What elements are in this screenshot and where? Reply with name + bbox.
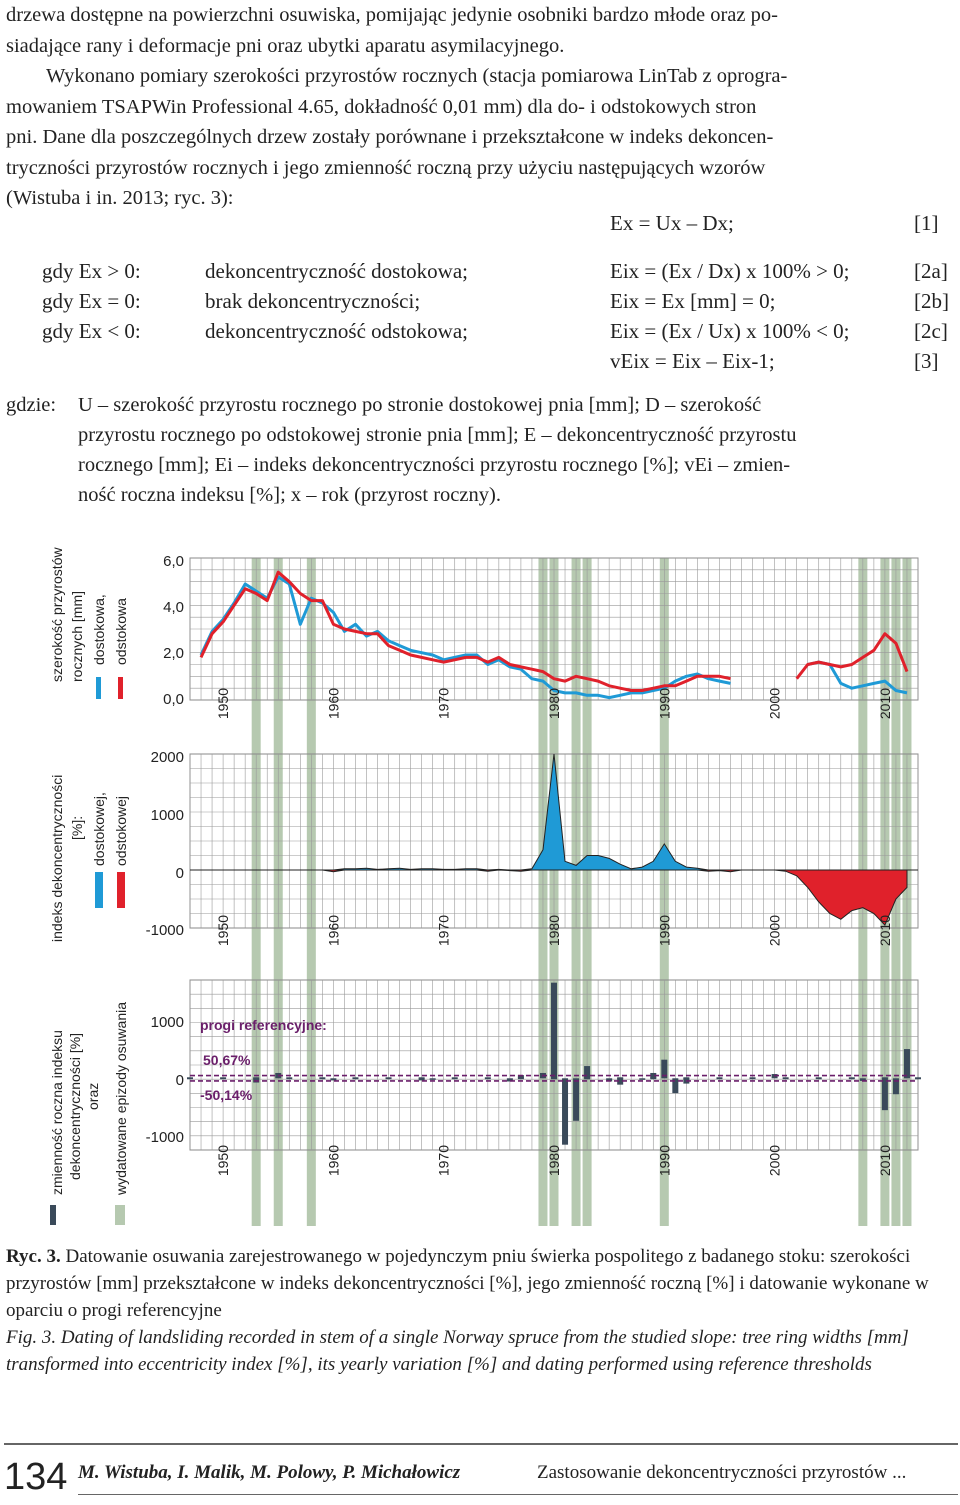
panel3-ylabel-line-3: oraz bbox=[85, 1082, 101, 1110]
footer-rule bbox=[4, 1443, 958, 1445]
caption-polish-label: Ryc. 3. bbox=[6, 1246, 61, 1267]
panel3-ylabel-line-4: wydatowane epizody osuwania bbox=[113, 1001, 129, 1195]
formula-3-number: [3] bbox=[914, 349, 939, 373]
formula-2b-description: brak dekoncentryczności; bbox=[205, 289, 421, 313]
decade-label-1950: 1950 bbox=[215, 915, 232, 947]
y-ticks bbox=[146, 553, 184, 1146]
decade-label-1980: 1980 bbox=[546, 688, 562, 720]
panel3-legend-variation-swatch bbox=[50, 1205, 56, 1225]
panel2-legend-down-swatch bbox=[117, 872, 125, 908]
decade-label-1980: 1980 bbox=[546, 915, 562, 947]
body-line-6: tryczności przyrostów rocznych i jego zmienność roczną przy użyciu następujących wzorów bbox=[6, 156, 766, 179]
decade-label-1950: 1950 bbox=[215, 1145, 232, 1177]
p3-ytick-0: 1000 bbox=[150, 1014, 184, 1031]
formula-2c-description: dekoncentryczność odstokowa; bbox=[205, 319, 469, 343]
p2-ytick-3: -1000 bbox=[145, 922, 184, 939]
p2-ytick-0: 2000 bbox=[150, 749, 184, 766]
decade-label-2010: 2010 bbox=[876, 688, 893, 720]
panel1-legend-up-swatch bbox=[96, 677, 101, 699]
p3-ytick-1: 0 bbox=[175, 1072, 184, 1089]
definitions-line-3: rocznego [mm]; Ei – indeks dekoncentryczności przyrostu rocznego [%]; vEi – zmien- bbox=[78, 454, 791, 476]
page-number: 134 bbox=[4, 1456, 68, 1498]
p2-ytick-1: 1000 bbox=[150, 807, 184, 824]
definitions-line-2: przyrostu rocznego po odstokowej stronie pnia [mm]; E – dekoncentryczność przyrostu bbox=[78, 424, 797, 446]
formula-2a-condition: gdy Ex > 0: bbox=[42, 259, 141, 283]
panel2-legend-down: odstokowej bbox=[113, 795, 129, 866]
panel1-ylabel bbox=[49, 547, 129, 699]
formula-2c-number: [2c] bbox=[914, 319, 948, 343]
variation-bar-1982 bbox=[573, 1078, 579, 1121]
decade-label-1970: 1970 bbox=[435, 688, 452, 720]
p1-ytick-3: 0,0 bbox=[163, 691, 184, 708]
decade-label-1970: 1970 bbox=[435, 1145, 452, 1177]
formula-2b-number: [2b] bbox=[914, 289, 949, 313]
formula-2a-description: dekoncentryczność dostokowa; bbox=[205, 259, 469, 283]
panel1-legend-up: dostokowa, bbox=[91, 594, 107, 665]
variation-bar-1969 bbox=[430, 1078, 436, 1080]
figure-3 bbox=[0, 540, 960, 1230]
body-paragraph bbox=[6, 0, 956, 214]
caption-english-text: Dating of landsliding recorded in stem of a single Norway spruce from the studied slope: tree ring widths [mm] transformed into eccentricity index [%], its yearly variation [%] and dating performed using reference thresholds bbox=[6, 1327, 909, 1375]
p1-ytick-2: 2,0 bbox=[163, 645, 184, 662]
panel3-ylabel-line-2: dekoncentryczności [%] bbox=[67, 1032, 83, 1180]
panel3-legend-episode-swatch bbox=[115, 1205, 125, 1225]
decade-label-1990: 1990 bbox=[656, 1145, 673, 1177]
p1-ytick-1: 4,0 bbox=[163, 599, 184, 616]
formula-1-number: [1] bbox=[914, 211, 939, 235]
formula-2b: Eix = Ex [mm] = 0; bbox=[610, 289, 776, 313]
p1-ytick-0: 6,0 bbox=[163, 553, 184, 570]
decade-label-1980: 1980 bbox=[546, 1145, 562, 1177]
definitions-line-1: U – szerokość przyrostu rocznego po stronie dostokowej pnia [mm]; D – szerokość bbox=[78, 394, 762, 416]
caption-polish-text: Datowanie osuwania zarejestrowanego w pojedynczym pniu świerka pospolitego z badanego stoku: szerokości przyrostów [mm] przekształcone w indeks dekoncentryczności [%], jego zmienność roczną [%] i datowanie wykonane w oparciu o progi referencyjne bbox=[6, 1246, 929, 1321]
decade-label-1950: 1950 bbox=[215, 688, 232, 720]
panel2-ylabel-line-1: indeks dekoncentryczności bbox=[49, 774, 65, 942]
variation-bar-1988 bbox=[639, 1078, 645, 1080]
panel3-ylabel bbox=[49, 1002, 129, 1225]
formula-2c: Eix = (Ex / Ux) x 100% < 0; bbox=[610, 319, 850, 343]
decade-label-1990: 1990 bbox=[656, 688, 673, 720]
p3-ytick-2: -1000 bbox=[145, 1129, 184, 1146]
caption-polish bbox=[6, 1243, 958, 1324]
body-line-7: (Wistuba i in. 2013; ryc. 3): bbox=[6, 187, 234, 209]
panel1-ylabel-line-1: szerokość przyrostów bbox=[49, 547, 65, 682]
body-line-3: Wykonano pomiary szerokości przyrostów rocznych (stacja pomiarowa LinTab z oprogra- bbox=[46, 65, 788, 87]
definitions-line-4: ność roczna indeksu [%]; x – rok (przyrost roczny). bbox=[78, 484, 501, 506]
variation-bar-2010 bbox=[882, 1078, 888, 1110]
variation-bar-1981 bbox=[562, 1078, 568, 1144]
formula-1: Ex = Ux – Dx; bbox=[610, 211, 734, 235]
decade-label-2010: 2010 bbox=[876, 915, 893, 947]
panel1-legend-down: odstokowa bbox=[113, 598, 129, 665]
formula-2a-number: [2a] bbox=[914, 259, 948, 283]
body-line-4: mowaniem TSAPWin Professional 4.65, dokładność 0,01 mm) dla do- i odstokowych stron bbox=[6, 95, 757, 118]
threshold-up-label: 50,67% bbox=[203, 1052, 251, 1068]
variation-bar-2012 bbox=[904, 1049, 910, 1078]
decade-label-2000: 2000 bbox=[766, 1145, 783, 1177]
caption-english bbox=[6, 1324, 958, 1378]
decade-label-1960: 1960 bbox=[325, 915, 342, 947]
panel1-ylabel-line-2: rocznych [mm] bbox=[69, 590, 85, 682]
decade-label-1970: 1970 bbox=[435, 915, 452, 947]
formula-3: vEix = Eix – Eix-1; bbox=[610, 349, 775, 373]
panel1-legend-down-swatch bbox=[118, 677, 123, 699]
body-line-5: pni. Dane dla poszczególnych drzew zostały porównane i przekształcone w indeks dekoncen- bbox=[6, 126, 774, 148]
variation-bar-1983 bbox=[584, 1066, 590, 1078]
panel3-ylabel-line-1: zmienność roczna indeksu bbox=[49, 1030, 65, 1195]
decade-label-2000: 2000 bbox=[766, 915, 783, 947]
footer-underline bbox=[78, 1494, 958, 1495]
variation-bar-1960 bbox=[330, 1078, 336, 1080]
definitions-label: gdzie: bbox=[6, 394, 57, 416]
footer-authors: M. Wistuba, I. Malik, M. Polowy, P. Michałowicz bbox=[78, 1462, 461, 1483]
decade-label-2000: 2000 bbox=[766, 688, 783, 720]
variation-bar-1980 bbox=[551, 983, 557, 1079]
panel2-ylabel bbox=[49, 775, 129, 942]
decade-label-1960: 1960 bbox=[325, 688, 342, 720]
formula-2b-condition: gdy Ex = 0: bbox=[42, 289, 141, 313]
decade-label-2010: 2010 bbox=[876, 1145, 893, 1177]
panel2-ylabel-line-2: [%]: bbox=[69, 815, 85, 840]
formula-2c-condition: gdy Ex < 0: bbox=[42, 319, 141, 343]
caption-english-label: Fig. 3. bbox=[6, 1327, 57, 1348]
page-footer bbox=[0, 1440, 960, 1505]
p2-ytick-2: 0 bbox=[175, 865, 184, 882]
body-line-2: siadające rany i deformacje pni oraz ubytki aparatu asymilacyjnego. bbox=[6, 34, 565, 57]
thresholds-title: progi referencyjne: bbox=[200, 1017, 327, 1033]
decade-label-1990: 1990 bbox=[656, 915, 673, 947]
panel2-legend-up-swatch bbox=[95, 872, 103, 908]
decade-label-1960: 1960 bbox=[325, 1145, 342, 1177]
footer-title: Zastosowanie dekoncentryczności przyrostów ... bbox=[537, 1462, 907, 1483]
panel2-legend-up: dostokowej, bbox=[91, 792, 107, 866]
body-line-1: drzewa dostępne na powierzchni osuwiska, pomijając jedynie osobniki bardzo młode oraz po- bbox=[6, 4, 778, 26]
threshold-down-label: -50,14% bbox=[200, 1087, 253, 1103]
formula-2a: Eix = (Ex / Dx) x 100% > 0; bbox=[610, 259, 850, 283]
